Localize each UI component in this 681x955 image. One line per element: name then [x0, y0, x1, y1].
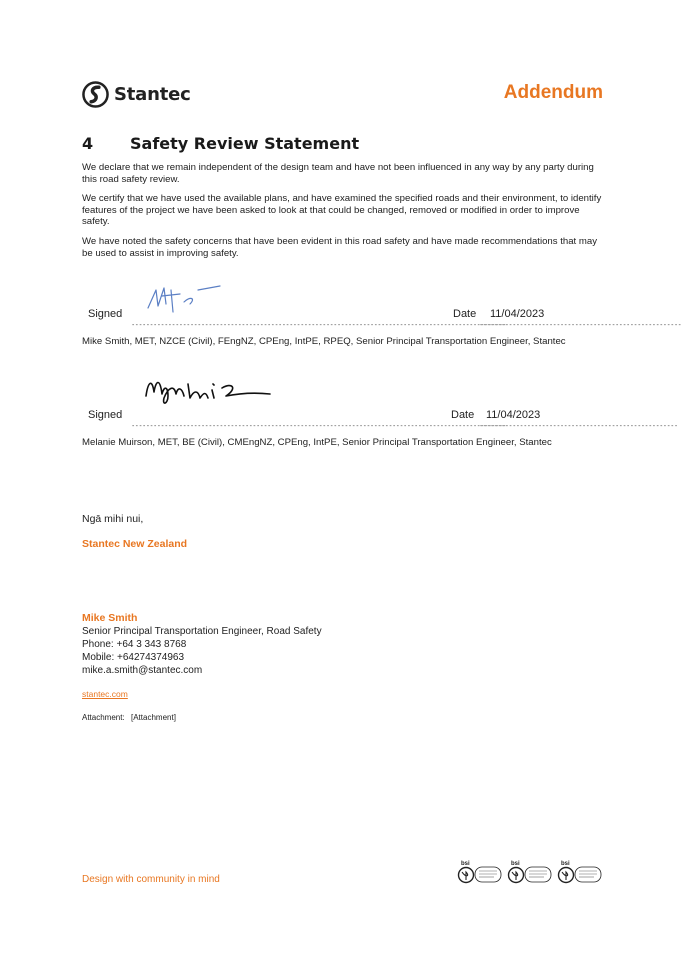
date-line-2: - - - - - - - - - - - - - - - - - - - - - - - - - - - - - - - - - - - - - - - - - - - - - - - - - - - - - - — [480, 423, 677, 430]
credentials-melanie-muirson: Melanie Muirson, MET, BE (Civil), CMEngNZ, CPEng, IntPE, Senior Principal Transportation Engineer, Stantec — [82, 437, 552, 448]
contact-title: Senior Principal Transportation Engineer, Road Safety — [82, 626, 322, 637]
bsi-mark-text-3: bsi — [561, 861, 570, 867]
signature-line-2: - - - - - - - - - - - - - - - - - - - - - - - - - - - - - - - - - - - - - - - - - - - - - - - - - - - - - - - - - - - - - - - - - - - - - - - - - - - - - - - - - - - - - - - - - - - - - - - - - - - - - - — [132, 423, 506, 430]
section-title: Safety Review Statement — [130, 134, 360, 153]
signature-line-1: - - - - - - - - - - - - - - - - - - - - - - - - - - - - - - - - - - - - - - - - - - - - - - - - - - - - - - - - - - - - - - - - - - - - - - - - - - - - - - - - - - - - - - - - - - - - - - - - - - - - - - — [132, 322, 506, 329]
bsi-certification-mark-1 — [458, 858, 504, 884]
contact-mobile: Mobile: +64274374963 — [82, 652, 185, 663]
contact-name: Mike Smith — [82, 612, 138, 624]
paragraph-concerns: We have noted the safety concerns that have been evident in this road safety and have made recommendations that may be used to assist in improving safety. — [82, 236, 597, 259]
stantec-logo — [82, 80, 191, 108]
credentials-mike-smith: Mike Smith, MET, NZCE (Civil), FEngNZ, CPEng, IntPE, RPEQ, Senior Principal Transportation Engineer, Stantec — [82, 336, 566, 347]
signed-label-1: Signed — [88, 308, 123, 320]
section-number: 4 — [82, 134, 94, 153]
contact-phone: Phone: +64 3 343 8768 — [82, 639, 187, 650]
date-value-1: 11/04/2023 — [490, 308, 545, 320]
closing-greeting: Ngā mihi nui, — [82, 513, 144, 525]
attachment-value: [Attachment] — [131, 713, 176, 722]
contact-email[interactable]: mike.a.smith@stantec.com — [82, 665, 203, 676]
bsi-mark-text-2: bsi — [511, 861, 520, 867]
signed-label-2: Signed — [88, 409, 123, 421]
logo-wordmark: Stantec — [114, 83, 191, 105]
stantec-logo-icon — [82, 81, 109, 108]
paragraph-certification: We certify that we have used the available plans, and have examined the specified roads and their environment, to identify features of the project we have been asked to look at that could be changed, removed or modified in order to improve safety. — [82, 193, 602, 228]
signature-melanie-muirson — [142, 374, 276, 410]
footer-tagline: Design with community in mind — [82, 874, 220, 885]
signature-mike-smith — [140, 284, 224, 316]
website-link[interactable]: stantec.com — [82, 689, 128, 699]
bsi-certification-mark-2 — [508, 858, 554, 884]
paragraph-independence: We declare that we remain independent of the design team and have not been influenced in any way by any party during this road safety review. — [82, 162, 594, 185]
date-label-1: Date — [453, 308, 477, 320]
date-value-2: 11/04/2023 — [486, 409, 541, 421]
closing-company: Stantec New Zealand — [82, 538, 188, 550]
date-label-2: Date — [451, 409, 475, 421]
bsi-mark-text-1: bsi — [461, 861, 470, 867]
bsi-certification-mark-3 — [558, 858, 604, 884]
date-line-1: - - - - - - - - - - - - - - - - - - - - - - - - - - - - - - - - - - - - - - - - - - - - - - - - - - - - - - - — [480, 322, 681, 329]
attachment-label: Attachment: — [82, 713, 125, 722]
doc-label: Addendum — [503, 82, 603, 103]
